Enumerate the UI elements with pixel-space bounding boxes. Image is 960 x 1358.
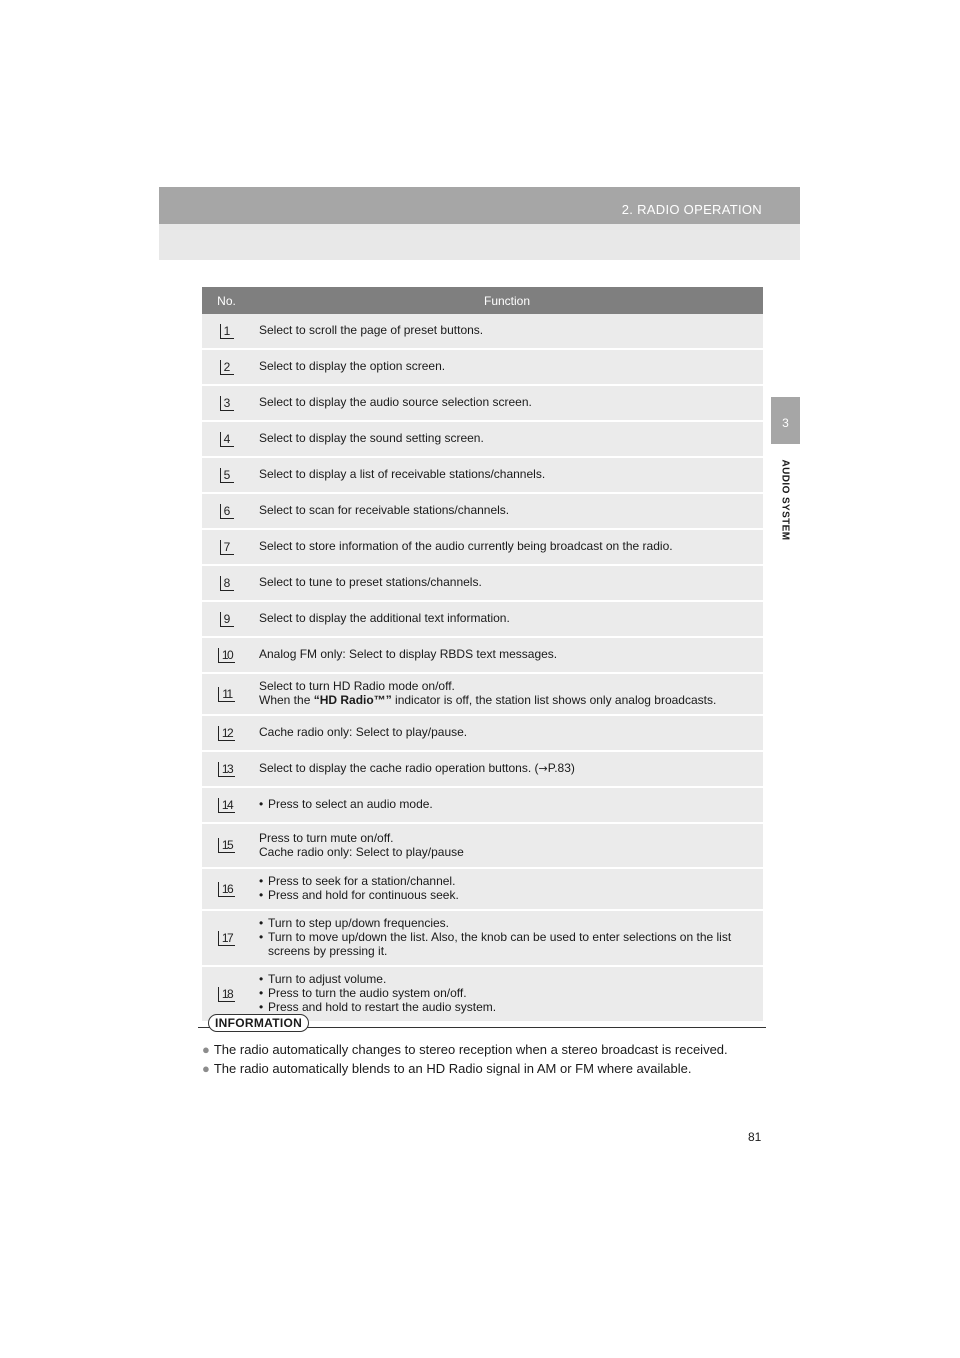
- function-text: Press to turn mute on/off.: [259, 830, 394, 845]
- column-header-function: Function: [251, 287, 763, 314]
- table-header-row: [202, 287, 763, 314]
- item-number-badge: 1: [220, 324, 234, 339]
- function-text: Select to scroll the page of preset buttons.: [259, 323, 484, 337]
- table-row: [202, 314, 763, 349]
- text-prefix: Select to display the cache radio operation buttons. (: [259, 760, 539, 775]
- item-number-badge: 9: [220, 612, 234, 627]
- bullet-item: • Press to turn the audio system on/off.: [259, 986, 755, 1000]
- table-row: [202, 910, 763, 966]
- hd-radio-indicator-name: “HD Radio™”: [313, 693, 392, 707]
- item-number-badge: 2: [220, 360, 234, 375]
- function-text: Select to scan for receivable stations/channels.: [259, 503, 510, 517]
- section-subheader-band: [159, 224, 800, 260]
- item-number-badge: 15: [218, 838, 235, 853]
- function-text: Select to store information of the audio currently being broadcast on the radio.: [259, 539, 673, 553]
- table-row: [202, 601, 763, 637]
- bullet-item: • Turn to adjust volume.: [259, 972, 755, 986]
- item-number-badge: 6: [220, 504, 234, 519]
- page-reference-link[interactable]: P.83): [547, 760, 575, 775]
- function-text: Select to display the audio source selection screen.: [259, 395, 532, 409]
- section-title: 2. RADIO OPERATION: [621, 202, 762, 217]
- bullet-item: • Press to seek for a station/channel.: [259, 874, 755, 888]
- page-number: 81: [748, 1130, 762, 1144]
- function-text: Select to tune to preset stations/channels.: [259, 575, 482, 589]
- function-text: Cache radio only: Select to play/pause: [259, 844, 464, 859]
- bullet-item: • Turn to step up/down frequencies.: [259, 916, 755, 930]
- function-text-note: [259, 693, 755, 707]
- function-text: Select to display the additional text information.: [259, 611, 510, 625]
- section-header-bar: [159, 187, 800, 224]
- note-prefix: When the: [259, 693, 314, 707]
- function-text: [259, 761, 755, 776]
- item-number-badge: 12: [218, 726, 235, 741]
- function-text: Select to display the option screen.: [259, 359, 446, 373]
- bullet-item: • Press to select an audio mode.: [259, 797, 755, 811]
- bullet-dot-icon: ●: [202, 1061, 210, 1076]
- item-number-badge: 4: [220, 432, 234, 447]
- function-text: Cache radio only: Select to play/pause.: [259, 725, 468, 739]
- function-text: Analog FM only: Select to display RBDS text messages.: [259, 647, 558, 661]
- bullet-dot-icon: ●: [202, 1042, 210, 1057]
- table-row: [202, 529, 763, 565]
- information-item: [202, 1059, 772, 1078]
- function-text: Select to display the sound setting screen.: [259, 431, 484, 445]
- table-row: [202, 637, 763, 673]
- information-list: [202, 1040, 772, 1078]
- information-text: The radio automatically blends to an HD Radio signal in AM or FM where available.: [213, 1061, 692, 1076]
- function-table: [202, 287, 763, 1023]
- table-row: [202, 673, 763, 715]
- table-row: [202, 385, 763, 421]
- table-row: [202, 349, 763, 385]
- table-row: [202, 823, 763, 868]
- bullet-item: • Turn to move up/down the list. Also, the knob can be used to enter selections on the list screens by pressing it.: [259, 930, 755, 958]
- table-row: [202, 787, 763, 823]
- item-number-badge: 7: [220, 540, 234, 555]
- note-suffix: indicator is off, the station list shows only analog broadcasts.: [391, 693, 717, 707]
- item-number-badge: 16: [218, 882, 235, 897]
- column-header-no: No.: [202, 287, 251, 314]
- item-number-badge: 13: [218, 762, 235, 777]
- table-row: [202, 751, 763, 787]
- function-text: Select to turn HD Radio mode on/off.: [259, 679, 455, 693]
- table-row: [202, 493, 763, 529]
- arrow-right-icon: →: [538, 761, 548, 775]
- item-number-badge: 17: [218, 931, 235, 946]
- item-number-badge: 18: [218, 987, 235, 1002]
- table-row: [202, 457, 763, 493]
- table-row: [202, 421, 763, 457]
- information-item: [202, 1040, 772, 1059]
- table-row: [202, 715, 763, 751]
- bullet-item: • Press and hold to restart the audio system.: [259, 1000, 755, 1014]
- chapter-label: AUDIO SYSTEM: [779, 459, 791, 541]
- item-number-badge: 14: [218, 798, 235, 813]
- item-number-badge: 8: [220, 576, 234, 591]
- function-text: Select to display a list of receivable stations/channels.: [259, 467, 546, 481]
- table-row: [202, 565, 763, 601]
- bullet-item: • Press and hold for continuous seek.: [259, 888, 755, 902]
- chapter-tab: 3: [771, 397, 800, 444]
- information-text: The radio automatically changes to stereo reception when a stereo broadcast is received.: [213, 1042, 728, 1057]
- table-row: [202, 868, 763, 910]
- item-number-badge: 3: [220, 396, 234, 411]
- information-badge: INFORMATION: [208, 1014, 309, 1032]
- item-number-badge: 10: [218, 648, 235, 663]
- item-number-badge: 11: [218, 687, 235, 702]
- item-number-badge: 5: [220, 468, 234, 483]
